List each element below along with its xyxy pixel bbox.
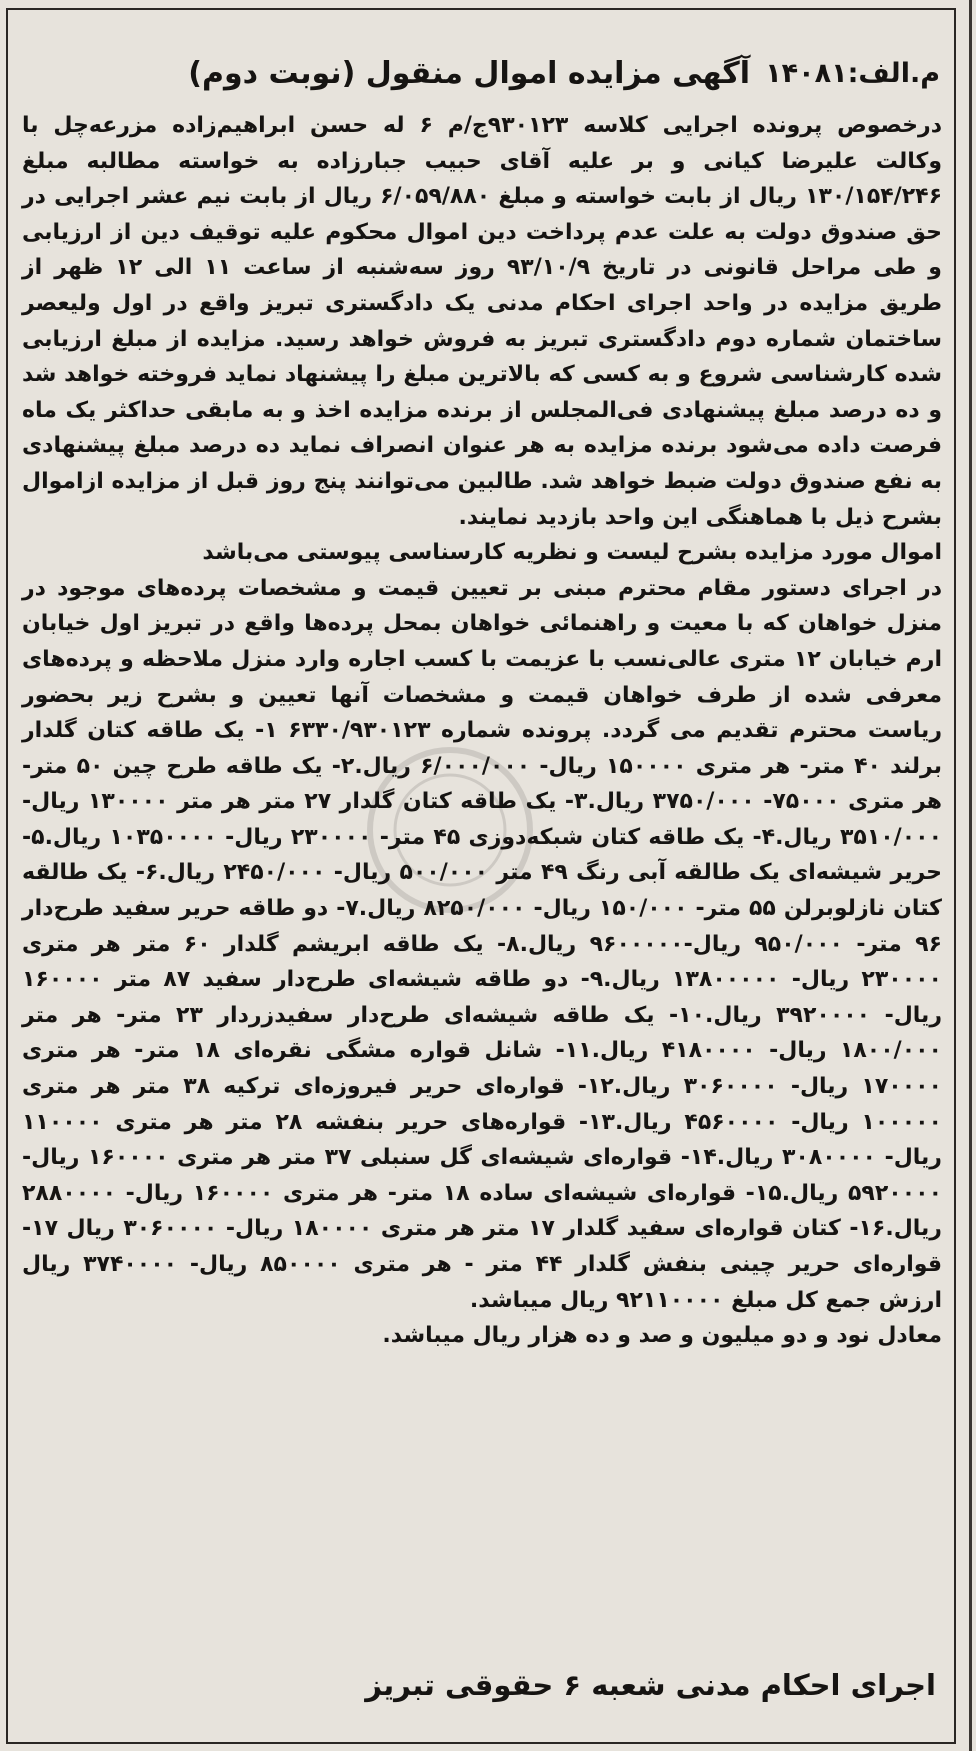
ad-title: آگهی مزایده اموال منقول (نوبت دوم)	[188, 56, 750, 91]
paragraph-auction-terms: درخصوص پرونده اجرایی کلاسه ۹۳۰۱۲۳ج/م ۶ له حسن ابراهیم‌زاده مزرعه‌چل با وکالت علیرضا کیانی و بر علیه آقای حبیب جبارزاده به خواسته مطالبه مبلغ ۱۳۰/۱۵۴/۲۴۶ ریال از بابت خواسته و مبلغ ۶/۰۵۹/۸۸۰ ریال از بابت نیم عشر اجرایی در حق صندوق دولت به علت عدم پرداخت دین اموال محکوم علیه توقیف دین از ارزیابی و طی مراحل قانونی در تاریخ ۹۳/۱۰/۹ روز سه‌شنبه از ساعت ۱۱ الی ۱۲ ظهر از طریق مزایده در واحد اجرای احکام مدنی یک دادگستری تبریز واقع در اول ولیعصر ساختمان شماره دوم دادگستری تبریز به فروش خواهد رسید. مزایده از مبلغ ارزیابی شده کارشناسی شروع و به کسی که بالاترین مبلغ را پیشنهاد نماید فروخته خواهد شد و ده درصد مبلغ پیشنهادی فی‌المجلس از برنده مزایده اخذ و به مابقی حداکثر یک ماه فرصت داده می‌شود برنده مزایده به هر عنوان انصراف نماید ده درصد مبلغ پیشنهادی به نفع صندوق دولت ضبط خواهد شد. طالبین می‌توانند پنج روز قبل از مزایده ازاموال بشرح ذیل با هماهنگی این واحد بازدید نمایند.	[22, 113, 942, 530]
issuer-signature: اجرای احکام مدنی شعبه ۶ حقوقی تبریز	[365, 1668, 936, 1702]
paragraph-assets-note: اموال مورد مزایده بشرح لیست و نظریه کارسناسی پیوستی می‌باشد	[202, 540, 942, 566]
ad-header	[20, 48, 940, 108]
ad-body	[22, 108, 942, 1354]
column-divider	[969, 0, 972, 1751]
paragraph-items-list: در اجرای دستور مقام محترم مبنی بر تعیین قیمت و مشخصات پرده‌های موجود در منزل خواهان که با معیت و راهنمائی خواهان بمحل پرده‌ها واقع در تبریز اول خیابان ارم خیابان ۱۲ متری عالی‌نسب با عزیمت با کسب اجاره وارد منزل ملاحظه و پرده‌های معرفی شده از طرف خواهان قیمت و مشخصات آنها تعیین و بشرح زیر بحضور ریاست محترم تقدیم می گردد. پرونده شماره ۶۳۳۰/۹۳۰۱۲۳ ۱- یک طاقه کتان گلدار برلند ۴۰ متر- هر متری ۱۵۰۰۰۰ ریال- ۶/۰۰۰/۰۰۰ ریال.۲- یک طاقه طرح چین ۵۰ متر- هر متری ۷۵۰۰۰- ۳۷۵۰/۰۰۰ ریال.۳- یک طاقه کتان گلدار ۲۷ متر هر متر ۱۳۰۰۰۰ ریال- ۳۵۱۰/۰۰۰ ریال.۴- یک طاقه کتان شبکه‌دوزی ۴۵ متر- ۲۳۰۰۰۰ ریال- ۱۰۳۵۰۰۰۰ ریال.۵- حریر شیشه‌ای یک طالقه آبی رنگ ۴۹ متر ۵۰۰/۰۰۰ ریال- ۲۴۵۰/۰۰۰ ریال.۶- یک طالقه کتان نازلوبرلن ۵۵ متر- ۱۵۰/۰۰۰ ریال- ۸۲۵۰/۰۰۰ ریال.۷- دو طاقه حریر سفید طرح‌دار ۹۶ متر- ۹۵۰/۰۰۰ ریال-۹۶۰۰۰۰۰ ریال.۸- یک طاقه ابریشم گلدار ۶۰ متر هر متری ۲۳۰۰۰۰ ریال- ۱۳۸۰۰۰۰۰ ریال.۹- دو طاقه شیشه‌ای طرح‌دار سفید ۸۷ متر ۱۶۰۰۰۰ ریال- ۳۹۲۰۰۰۰ ریال.۱۰- یک طاقه شیشه‌ای طرح‌دار سفیدزردار ۲۳ متر- هر متر ۱۸۰۰/۰۰۰ ریال- ۴۱۸۰۰۰۰ ریال.۱۱- شانل قواره مشگی نقره‌ای ۱۸ متر- هر متری ۱۷۰۰۰۰ ریال- ۳۰۶۰۰۰۰ ریال.۱۲- قواره‌ای حریر فیروزه‌ای ترکیه ۳۸ متر هر متری ۱۰۰۰۰۰ ریال- ۴۵۶۰۰۰۰ ریال.۱۳- قواره‌های حریر بنفشه ۲۸ متر هر متری ۱۱۰۰۰۰ ریال- ۳۰۸۰۰۰۰ ریال.۱۴- قواره‌ای شیشه‌ای گل سنبلی ۳۷ متر هر متری ۱۶۰۰۰۰ ریال- ۵۹۲۰۰۰۰ ریال.۱۵- قواره‌ای شیشه‌ای ساده ۱۸ متر- هر متری ۱۶۰۰۰۰ ریال- ۲۸۸۰۰۰۰ ریال.۱۶- کتان قواره‌ای سفید گلدار ۱۷ متر هر متری ۱۸۰۰۰۰ ریال- ۳۰۶۰۰۰۰ ریال ۱۷- قواره‌ای حریر چینی بنفش گلدار ۴۴ متر - هر متری ۸۵۰۰۰۰ ریال- ۳۷۴۰۰۰۰ ریال ارزش جمع کل مبلغ ۹۲۱۱۰۰۰۰ ریال میباشد.	[22, 575, 943, 1313]
ad-reference-number: م.الف:۱۴۰۸۱	[765, 58, 940, 89]
paragraph-total-in-words: معادل نود و دو میلیون و صد و ده هزار ریال میباشد.	[382, 1323, 942, 1349]
